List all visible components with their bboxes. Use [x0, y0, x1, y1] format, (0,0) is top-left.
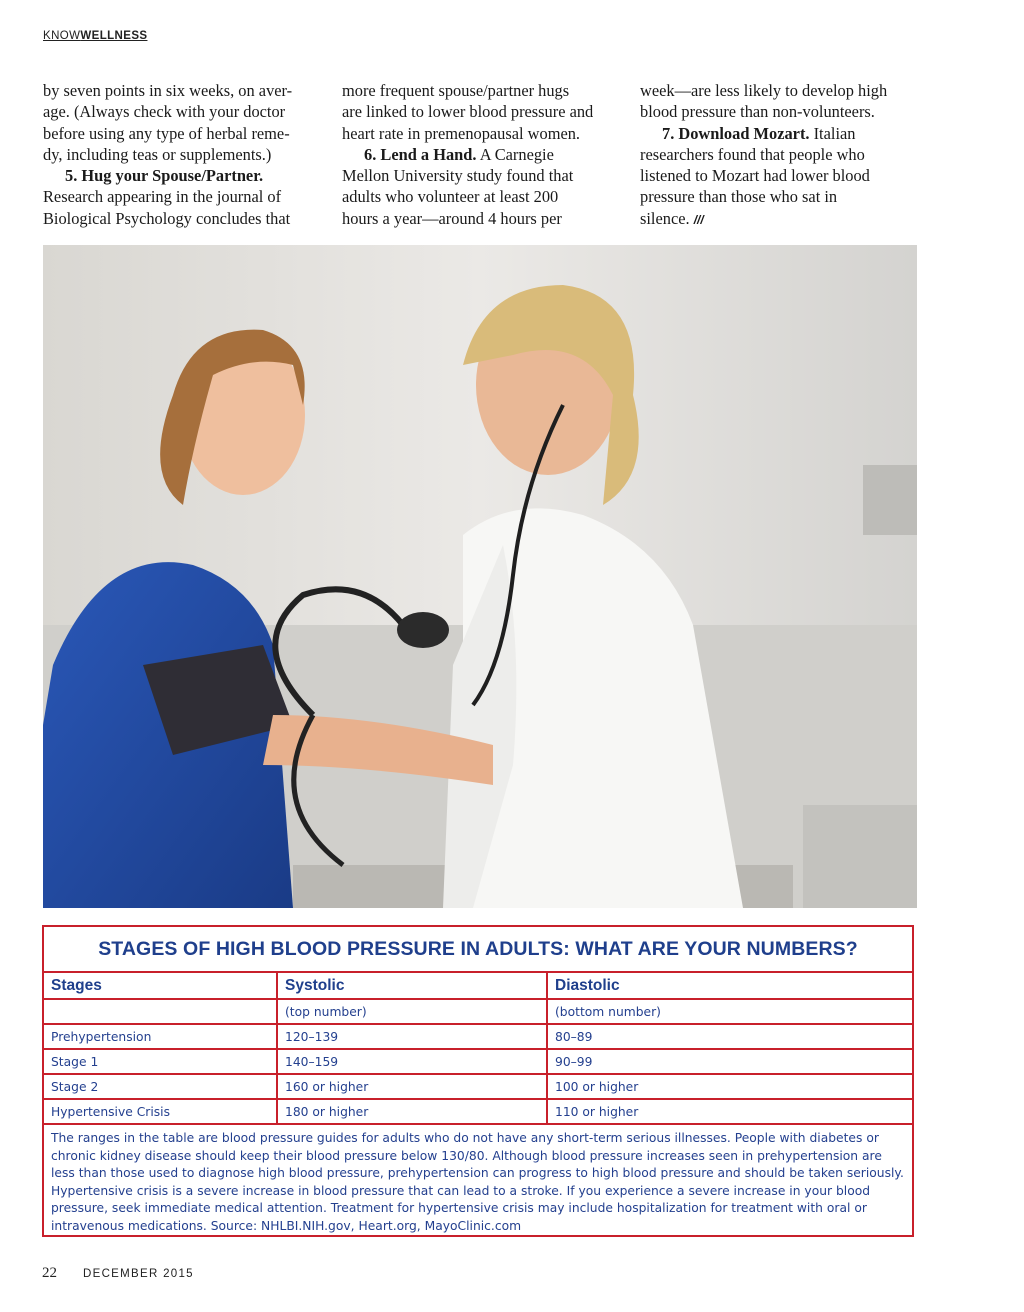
- subheader-stages: [44, 1000, 278, 1023]
- column-header-stages: Stages: [44, 973, 278, 998]
- table-subheader-row: [44, 1000, 912, 1025]
- tip-6-heading: 6. Lend a Hand.: [364, 144, 477, 164]
- table-row: [44, 1075, 912, 1100]
- table-cell-stage: Hypertensive Crisis: [44, 1100, 278, 1123]
- photo-blood-pressure-check: [43, 245, 917, 908]
- table-header-row: [44, 973, 912, 1000]
- article-column-3: [640, 80, 920, 231]
- table-cell-systolic: 120–139: [278, 1025, 548, 1048]
- article-column-2: [342, 80, 622, 229]
- article-column-1: [43, 80, 323, 229]
- tip-7-heading: 7. Download Mozart.: [662, 123, 810, 143]
- table-title: STAGES OF HIGH BLOOD PRESSURE IN ADULTS: WHAT ARE YOUR NUMBERS?: [44, 927, 912, 973]
- tip-7: 7. Download Mozart. Italian researchers found that people who listened to Mozart had lower blood pressure than those who sat in silence. ///: [640, 123, 870, 228]
- table-row: [44, 1100, 912, 1125]
- column-header-systolic: Systolic: [278, 973, 548, 998]
- table-cell-diastolic: 90–99: [555, 1054, 593, 1069]
- table-cell-stage: Stage 1: [44, 1050, 278, 1073]
- table-row: [44, 1050, 912, 1075]
- table-cell-systolic: 180 or higher: [278, 1100, 548, 1123]
- table-cell-diastolic: 100 or higher: [555, 1079, 639, 1094]
- section-label-know: KNOW: [43, 30, 81, 42]
- page-footer: [42, 1265, 194, 1282]
- tip-5-heading: 5. Hug your Spouse/Partner.: [65, 166, 264, 186]
- table-footnote: The ranges in the table are blood pressure guides for adults who do not have any short-term serious illnesses. People with diabetes or chronic kidney disease should keep their blood pressure below 130/80. Although blood pressure increases seen in prehypertension are less than those used to diagnose high blood pressure, prehypertension can progress to high blood pressure and should be taken seriously. Hypertensive crisis is a severe increase in blood pressure that can lead to a stroke. If you experience a severe increase in your blood pressure, seek immediate medical attention. Treatment for hypertensive crisis may include hospitalization for treatment with oral or intravenous medications. Source: NHLBI.NIH.gov, Heart.org, MayoClinic.com: [51, 1131, 904, 1233]
- table-cell-stage: Stage 2: [44, 1075, 278, 1098]
- page-number: 22: [42, 1265, 57, 1281]
- section-label-wellness: WELLNESS: [80, 30, 148, 42]
- table-row: [44, 1025, 912, 1050]
- subheader-systolic: (top number): [278, 1000, 548, 1023]
- tip-6: 6. Lend a Hand. A Carnegie Mellon University study found that adults who volunteer at least 200 hours a year—around 4 hours per: [342, 144, 574, 228]
- table-cell-diastolic: 80–89: [555, 1029, 593, 1044]
- blood-pressure-stages-table: [42, 925, 914, 1237]
- issue-date: DECEMBER 2015: [83, 1268, 194, 1280]
- table-cell-stage: Prehypertension: [44, 1025, 278, 1048]
- end-mark: ///: [693, 212, 704, 227]
- section-header: [43, 30, 147, 42]
- column-header-diastolic: Diastolic: [555, 976, 620, 994]
- article-paragraph: more frequent spouse/partner hugs are linked to lower blood pressure and heart rate in premenopausal women.: [342, 81, 594, 143]
- table-cell-systolic: 160 or higher: [278, 1075, 548, 1098]
- article-paragraph: week—are less likely to develop high blood pressure than non-volunteers.: [640, 81, 888, 122]
- article-paragraph: by seven points in six weeks, on aver- age. (Always check with your doctor before using any type of herbal reme- dy, including teas or supplements.): [43, 81, 293, 164]
- table-cell-diastolic: 110 or higher: [555, 1104, 639, 1119]
- table-cell-systolic: 140–159: [278, 1050, 548, 1073]
- subheader-diastolic: (bottom number): [555, 1004, 661, 1019]
- tip-5: 5. Hug your Spouse/Partner. Research appearing in the journal of Biological Psychology concludes that: [43, 166, 291, 228]
